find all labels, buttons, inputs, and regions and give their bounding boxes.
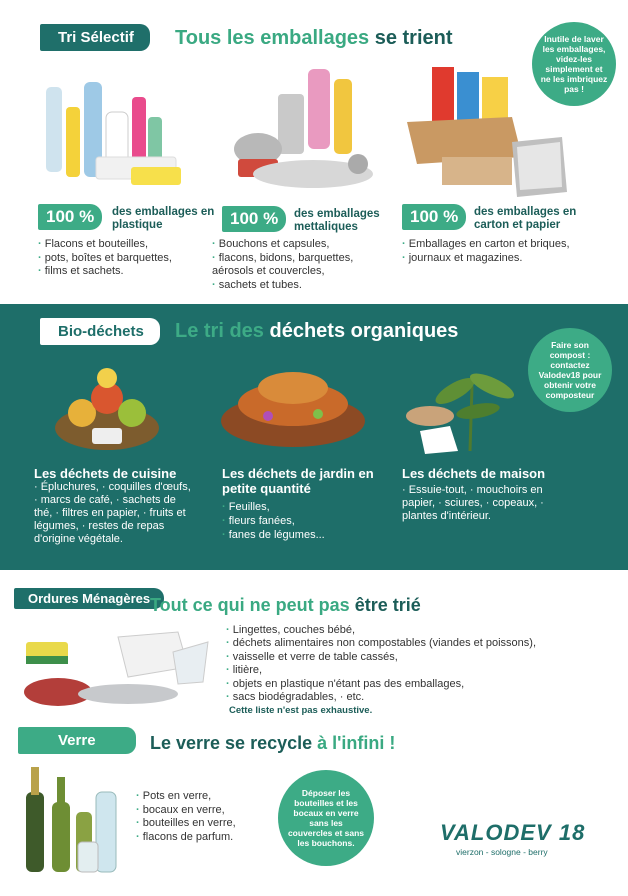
verre-list	[136, 790, 286, 844]
tri-info-bubble: Inutile de laver les emballages, videz-les simplement et ne les imbriquez pas !	[532, 22, 616, 106]
list-item: · pots, boîtes et barquettes,	[38, 252, 208, 266]
list-item: · sacs biodégradables, · etc.	[226, 691, 621, 704]
valodev-logo: VALODEV 18	[440, 820, 586, 845]
pct-badge-metal: 100 %	[222, 206, 286, 232]
list-item: · bouteilles en verre,	[136, 817, 286, 831]
pct-badge-cardboard: 100 %	[402, 204, 466, 230]
list-item: · films et sachets.	[38, 265, 208, 279]
pct-label-metal: des emballages mettaliques	[294, 208, 380, 233]
garden-waste-illustration	[218, 356, 368, 451]
tab-verre: Verre	[18, 727, 136, 754]
om-title: Tout ce qui ne peut pas être trié	[150, 595, 421, 615]
list-item: · litière,	[226, 664, 621, 677]
list-item: · Lingettes, couches bébé,	[226, 624, 621, 637]
list-item: · Pots en verre,	[136, 790, 286, 804]
list-item: · fleurs fanées,	[222, 514, 382, 528]
bio-title: Le tri des déchets organiques	[175, 320, 459, 342]
om-list	[226, 624, 621, 704]
list-item: · Flacons et bouteilles,	[38, 238, 208, 252]
house-waste-illustration	[400, 356, 530, 456]
bio-kitchen-heading: Les déchets de cuisine	[34, 466, 177, 481]
kitchen-waste-illustration	[52, 358, 162, 453]
bio-garden-list	[222, 500, 382, 542]
pct-label-plastic: des emballages en plastique	[112, 206, 215, 231]
list-item: · fanes de légumes...	[222, 528, 382, 542]
list-item: · objets en plastique n'étant pas des emballages,	[226, 678, 621, 691]
list-item: · journaux et magazines.	[402, 252, 612, 266]
tab-tri-selectif: Tri Sélectif	[40, 24, 150, 51]
cardboard-packaging-illustration	[402, 62, 572, 202]
bio-house-text: · Essuie-tout, · mouchoirs en papier, · sciures, · copeaux, · plantes d'intérieur.	[402, 484, 544, 522]
plastic-list	[38, 238, 208, 279]
list-item: · Emballages en carton et briques,	[402, 238, 612, 252]
bio-kitchen-text: · Épluchures, · coquilles d'œufs, · marcs de café, · sachets de thé, · filtres en papier, · fruits et légumes, · restes de repas d'origine végétale.	[34, 481, 191, 545]
glass-bottles-illustration	[20, 762, 130, 877]
valodev-tagline: vierzon - sologne - berry	[456, 847, 548, 857]
list-item: · vaisselle et verre de table cassés,	[226, 651, 621, 664]
tab-bio-dechets: Bio-déchets	[40, 318, 160, 345]
list-item: · flacons de parfum.	[136, 831, 286, 845]
bio-house-heading: Les déchets de maison	[402, 466, 546, 481]
plastic-packaging-illustration	[36, 62, 196, 197]
pct-badge-plastic: 100 %	[38, 204, 102, 230]
list-item: · bocaux en verre,	[136, 804, 286, 818]
tab-ordures-menageres: Ordures Ménagères	[14, 588, 164, 609]
pct-label-cardboard: des emballages en carton et papier	[474, 206, 577, 231]
verre-title: Le verre se recycle à l'infini !	[150, 733, 396, 753]
household-waste-illustration	[18, 622, 218, 712]
list-item: · flacons, bidons, barquettes, aérosols et couvercles,	[212, 252, 392, 279]
om-note: Cette liste n'est pas exhaustive.	[229, 705, 373, 716]
cardboard-list	[402, 238, 612, 265]
tri-title: Tous les emballages se trient	[175, 27, 453, 49]
list-item: · Bouchons et capsules,	[212, 238, 392, 252]
metal-packaging-illustration	[218, 64, 388, 194]
list-item: · Feuilles,	[222, 500, 382, 514]
bio-info-bubble: Faire son compost : contactez Valodev18 pour obtenir votre composteur	[528, 328, 612, 412]
list-item: · sachets et tubes.	[212, 279, 392, 293]
list-item: · déchets alimentaires non compostables (viandes et poissons),	[226, 637, 621, 650]
bio-garden-heading: Les déchets de jardin en petite quantité	[222, 466, 374, 496]
metal-list	[212, 238, 392, 292]
verre-info-bubble: Déposer les bouteilles et les bocaux en verre sans les couvercles et sans les bouchons.	[278, 770, 374, 866]
